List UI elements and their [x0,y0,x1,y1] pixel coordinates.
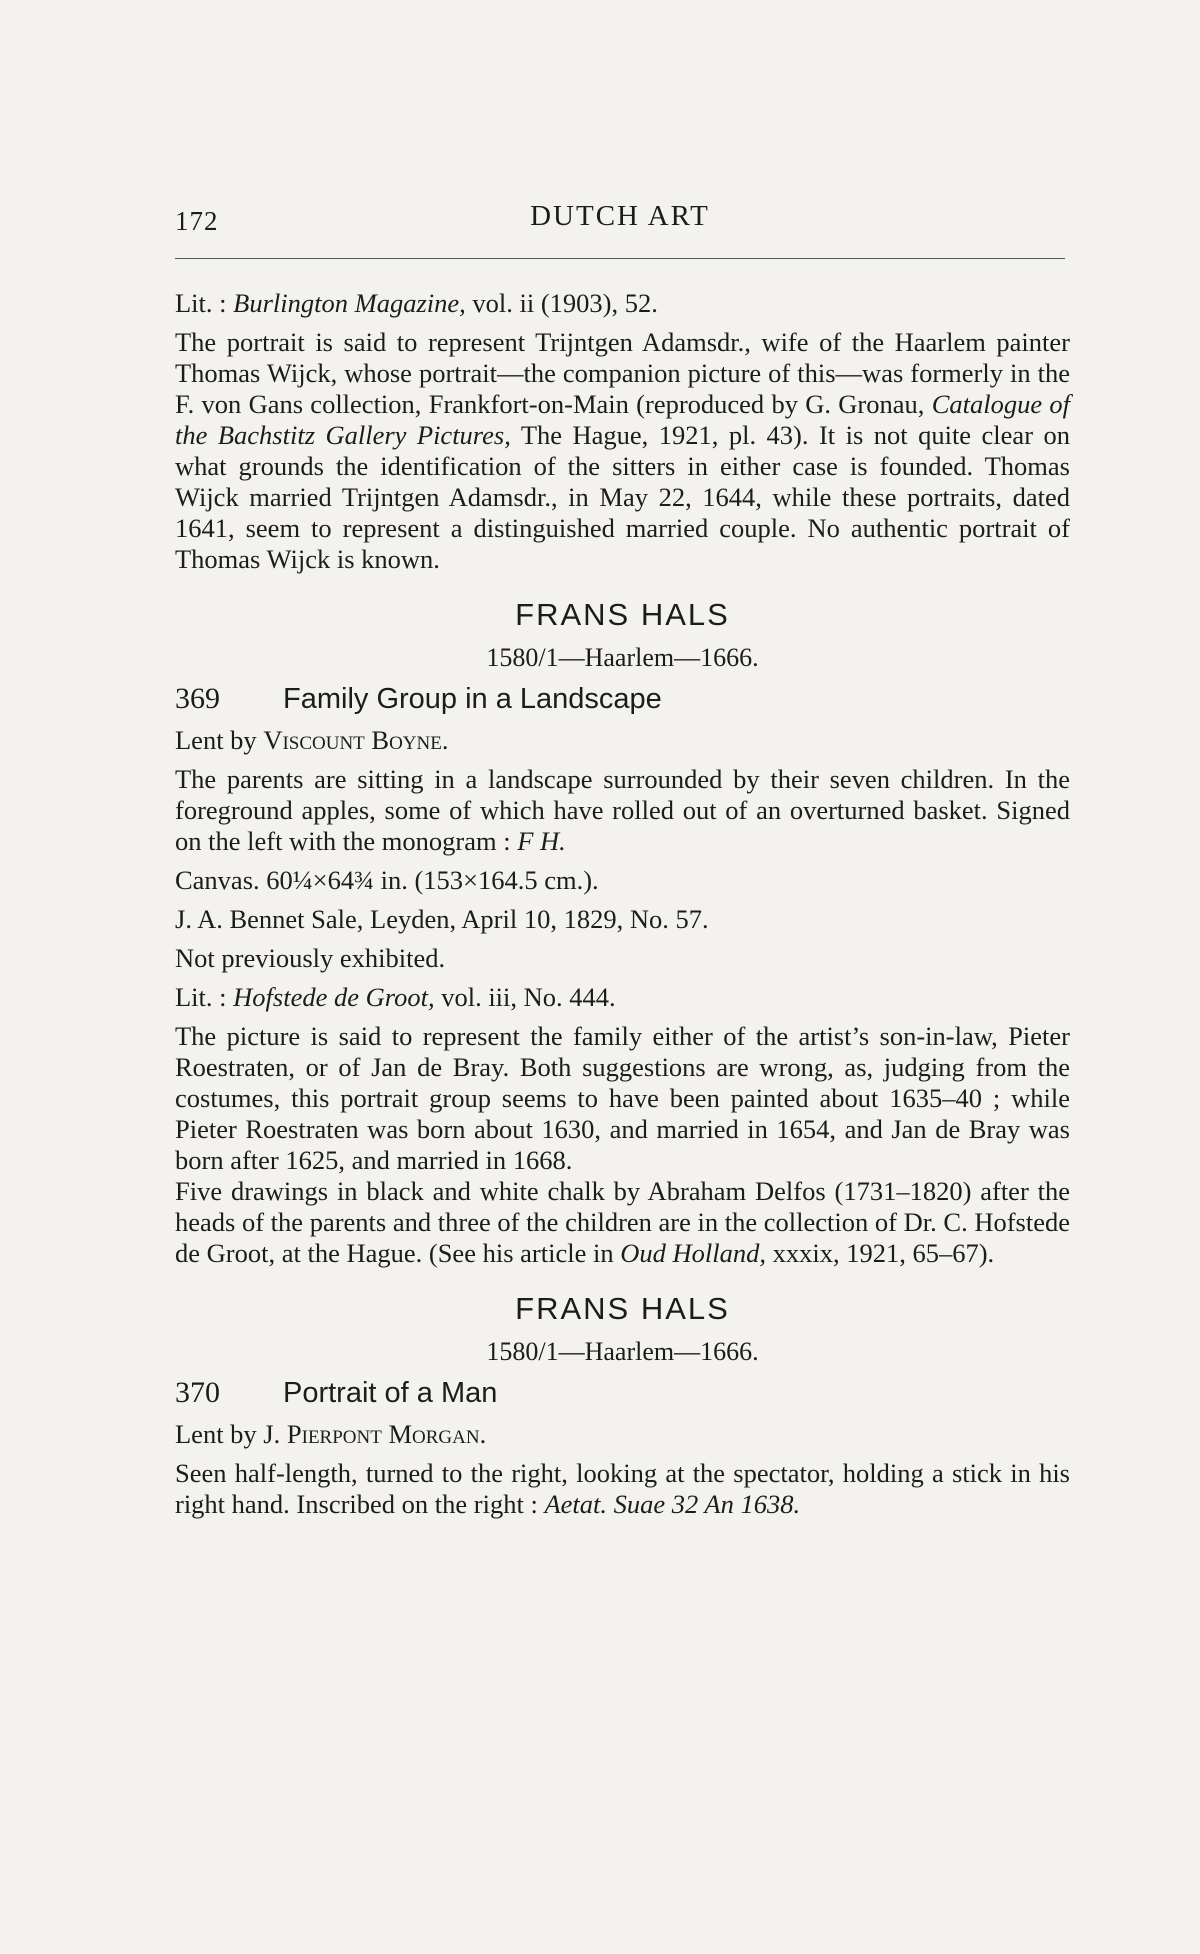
page-header [175,200,1065,240]
entry-number: 369 [175,682,220,715]
section-artist-1: FRANS HALS [515,597,730,632]
entry-title: Family Group in a Landscape [283,683,662,715]
description: The parents are sitting in a landscape surrounded by their seven children. In the foreground apples, some of which have rolled out of an overturned basket. Signed on the left with the monogram : F H. [175,764,1070,856]
prev-literature: Lit. : Burlington Magazine, vol. ii (1903), 52. [175,288,658,318]
header-rule [175,258,1065,259]
section-artist-2: FRANS HALS [515,1291,730,1326]
page-number: 172 [175,206,219,236]
canvas-size: Canvas. 60¼×64¾ in. (153×164.5 cm.). [175,865,599,895]
entry-title: Portrait of a Man [283,1377,498,1409]
section-dates-1: 1580/1—Haarlem—1666. [486,643,759,672]
entry-heading-369 [175,683,1070,715]
lender: Lent by J. Pierpont Morgan. [175,1419,487,1449]
provenance: J. A. Bennet Sale, Leyden, April 10, 1829, No. 57. [175,904,709,934]
description: Seen half-length, turned to the right, looking at the spectator, holding a stick in his right hand. Inscribed on the right : Aetat. Suae 32 An 1638. [175,1458,1070,1519]
entry-number: 370 [175,1376,220,1409]
prev-body: The portrait is said to represent Trijntgen Adamsdr., wife of the Haarlem painter Thomas Wijck, whose portrait—the companion picture of this—was formerly in the F. von Gans collection, Frankfort-on-Main (reproduced by G. Gronau, Catalogue of the Bachstitz Gallery Pictures, The Hague, 1921, pl. 43). It is not quite clear on what grounds the identification of the sitters in either case is founded. Thomas Wijck married Trijntgen Adamsdr., in May 22, 1644, while these portraits, dated 1641, seem to represent a distinguished married couple. No authentic portrait of Thomas Wijck is known. [175,327,1070,574]
entry-heading-370 [175,1377,1070,1409]
exhibition-note: Not previously exhibited. [175,943,446,973]
lender: Lent by Viscount Boyne. [175,725,449,755]
section-dates-2: 1580/1—Haarlem—1666. [486,1337,759,1366]
note-paragraph: The picture is said to represent the family either of the artist’s son-in-law, Pieter Roestraten, or of Jan de Bray. Both suggestions are wrong, as, judging from the costumes, this portrait group seems to have been painted about 1635–40 ; while Pieter Roestraten was born about 1630, and married in 1654, and Jan de Bray was born after 1625, and married in 1668. [175,1021,1070,1175]
page-content [175,288,1070,1528]
note-paragraph: Five drawings in black and white chalk by Abraham Delfos (1731–1820) after the heads of the parents and three of the children are in the collection of Dr. C. Hofstede de Groot, at the Hague. (See his article in Oud Holland, xxxix, 1921, 65–67). [175,1176,1070,1268]
running-title: DUTCH ART [530,200,710,232]
literature: Lit. : Hofstede de Groot, vol. iii, No. 444. [175,982,616,1012]
